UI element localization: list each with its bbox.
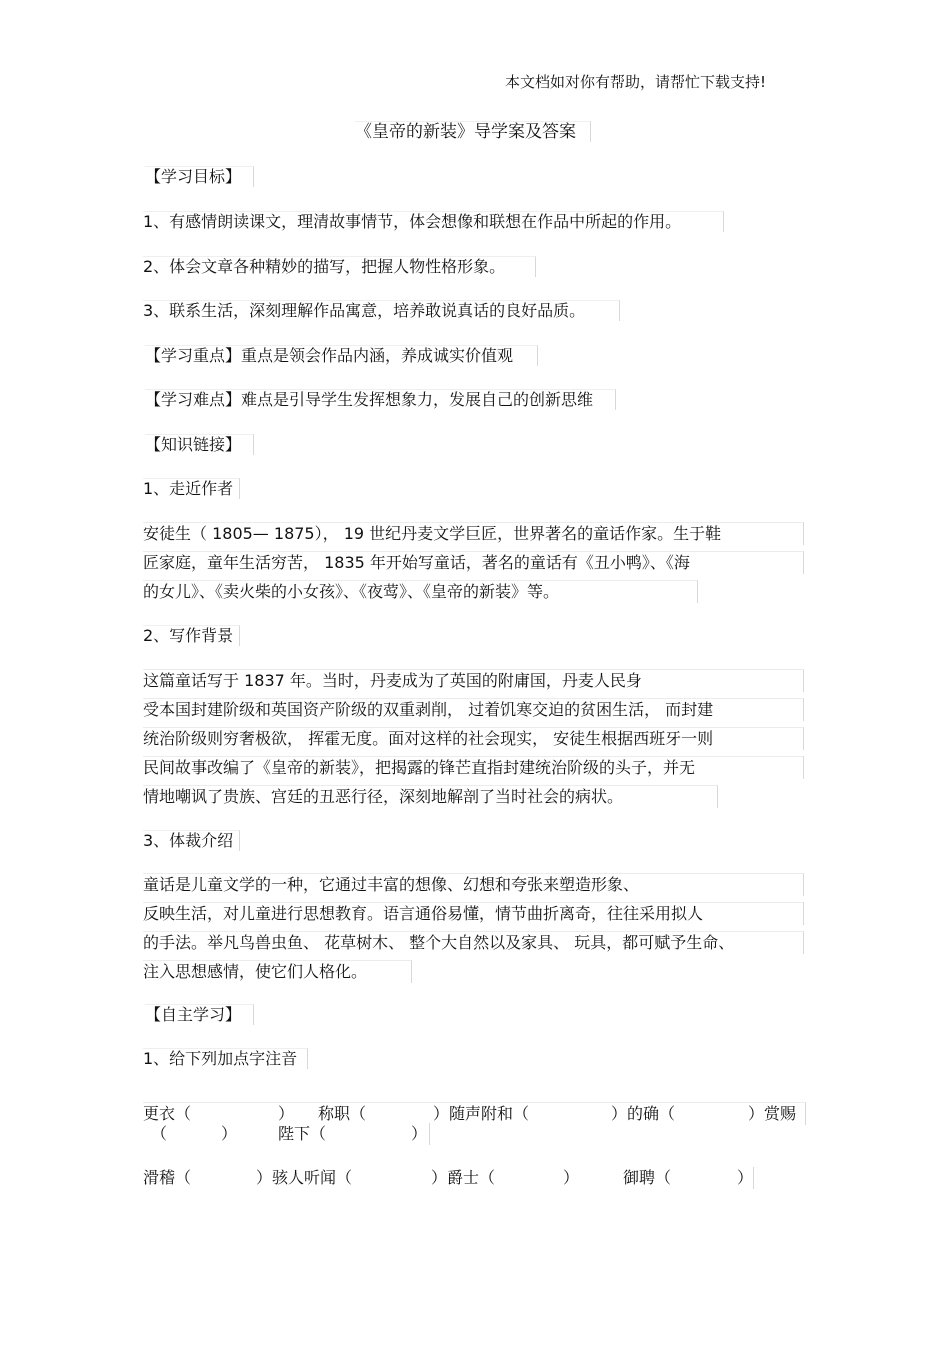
fill-segment: 滑稽（ <box>143 1168 192 1187</box>
objective-item-2: 2、体会文章各种精妙的描写，把握人物性格形象。 <box>143 256 536 277</box>
fill-segment: 更衣（ <box>143 1104 192 1123</box>
objective-item-1: 1、有感情朗读课文，理清故事情节，体会想像和联想在作品中所起的作用。 <box>143 211 724 232</box>
fill-segment: ） <box>737 1168 754 1187</box>
paragraph-line: 情地嘲讽了贵族、宫廷的丑恶行径，深刻地解剖了当时社会的病状。 <box>143 785 718 808</box>
objectives-heading: 【学习目标】 <box>145 166 254 187</box>
fill-segment: ） <box>563 1168 580 1187</box>
paragraph-line: 民间故事改编了《皇帝的新装》，把揭露的锋芒直指封建统治阶级的头子，并无 <box>143 756 804 779</box>
pinyin-fill-row-3 <box>143 1167 754 1189</box>
paragraph-line: 受本国封建阶级和英国资产阶级的双重剥削， 过着饥寒交迫的贫困生活， 而封建 <box>143 698 804 721</box>
paragraph-line: 的女儿》、《卖火柴的小女孩》、《夜莺》、《皇帝的新装》等。 <box>143 580 698 603</box>
fill-segment: ）赏赐 <box>748 1104 797 1123</box>
difficulty: 【学习难点】难点是引导学生发挥想象力，发展自己的创新思维 <box>145 389 616 410</box>
fill-segment: ） <box>221 1124 238 1143</box>
knowledge-heading: 【知识链接】 <box>145 434 254 455</box>
fill-segment: ）的确（ <box>611 1104 676 1123</box>
fill-segment: 称职（ <box>318 1104 367 1123</box>
background-heading: 2、写作背景 <box>143 625 240 646</box>
fill-segment: ）随声附和（ <box>433 1104 530 1123</box>
paragraph-line: 匠家庭，童年生活穷苦， 1835 年开始写童话，著名的童话有《丑小鸭》、《海 <box>143 551 804 574</box>
pinyin-question-heading: 1、给下列加点字注音 <box>143 1048 308 1069</box>
key-point: 【学习重点】重点是领会作品内涵，养成诚实价值观 <box>145 345 538 366</box>
pinyin-fill-row-1 <box>143 1102 806 1125</box>
paragraph-line: 的手法。举凡鸟兽虫鱼、 花草树木、 整个大自然以及家具、 玩具，都可赋予生命、 <box>143 931 804 954</box>
header-note: 本文档如对你有帮助，请帮忙下载支持! <box>505 73 767 91</box>
fill-segment: ） <box>278 1104 295 1123</box>
fill-segment: ）爵士（ <box>431 1168 496 1187</box>
fill-segment: ）骇人听闻（ <box>256 1168 353 1187</box>
pinyin-fill-row-2 <box>143 1123 430 1145</box>
paragraph-line: 反映生活，对儿童进行思想教育。语言通俗易懂，情节曲折离奇，往往采用拟人 <box>143 902 804 925</box>
page-title: 《皇帝的新装》导学案及答案 <box>355 121 591 142</box>
paragraph-line: 这篇童话写于 1837 年。当时，丹麦成为了英国的附庸国，丹麦人民身 <box>143 669 804 692</box>
fill-segment: 御聘（ <box>623 1168 672 1187</box>
genre-heading: 3、体裁介绍 <box>143 830 240 851</box>
self-study-heading: 【自主学习】 <box>145 1004 254 1025</box>
author-heading: 1、走近作者 <box>143 478 240 499</box>
fill-segment: ） <box>411 1124 428 1143</box>
paragraph-line: 统治阶级则穷奢极欲， 挥霍无度。面对这样的社会现实， 安徒生根据西班牙一则 <box>143 727 804 750</box>
fill-segment: 陛下（ <box>278 1124 327 1143</box>
objective-item-3: 3、联系生活，深刻理解作品寓意，培养敢说真话的良好品质。 <box>143 300 620 321</box>
paragraph-line: 安徒生（ 1805— 1875）， 19 世纪丹麦文学巨匠，世界著名的童话作家。生于鞋 <box>143 522 804 545</box>
fill-segment: （ <box>151 1124 168 1143</box>
paragraph-line: 注入思想感情，使它们人格化。 <box>143 960 412 983</box>
paragraph-line: 童话是儿童文学的一种，它通过丰富的想像、幻想和夸张来塑造形象、 <box>143 873 804 896</box>
